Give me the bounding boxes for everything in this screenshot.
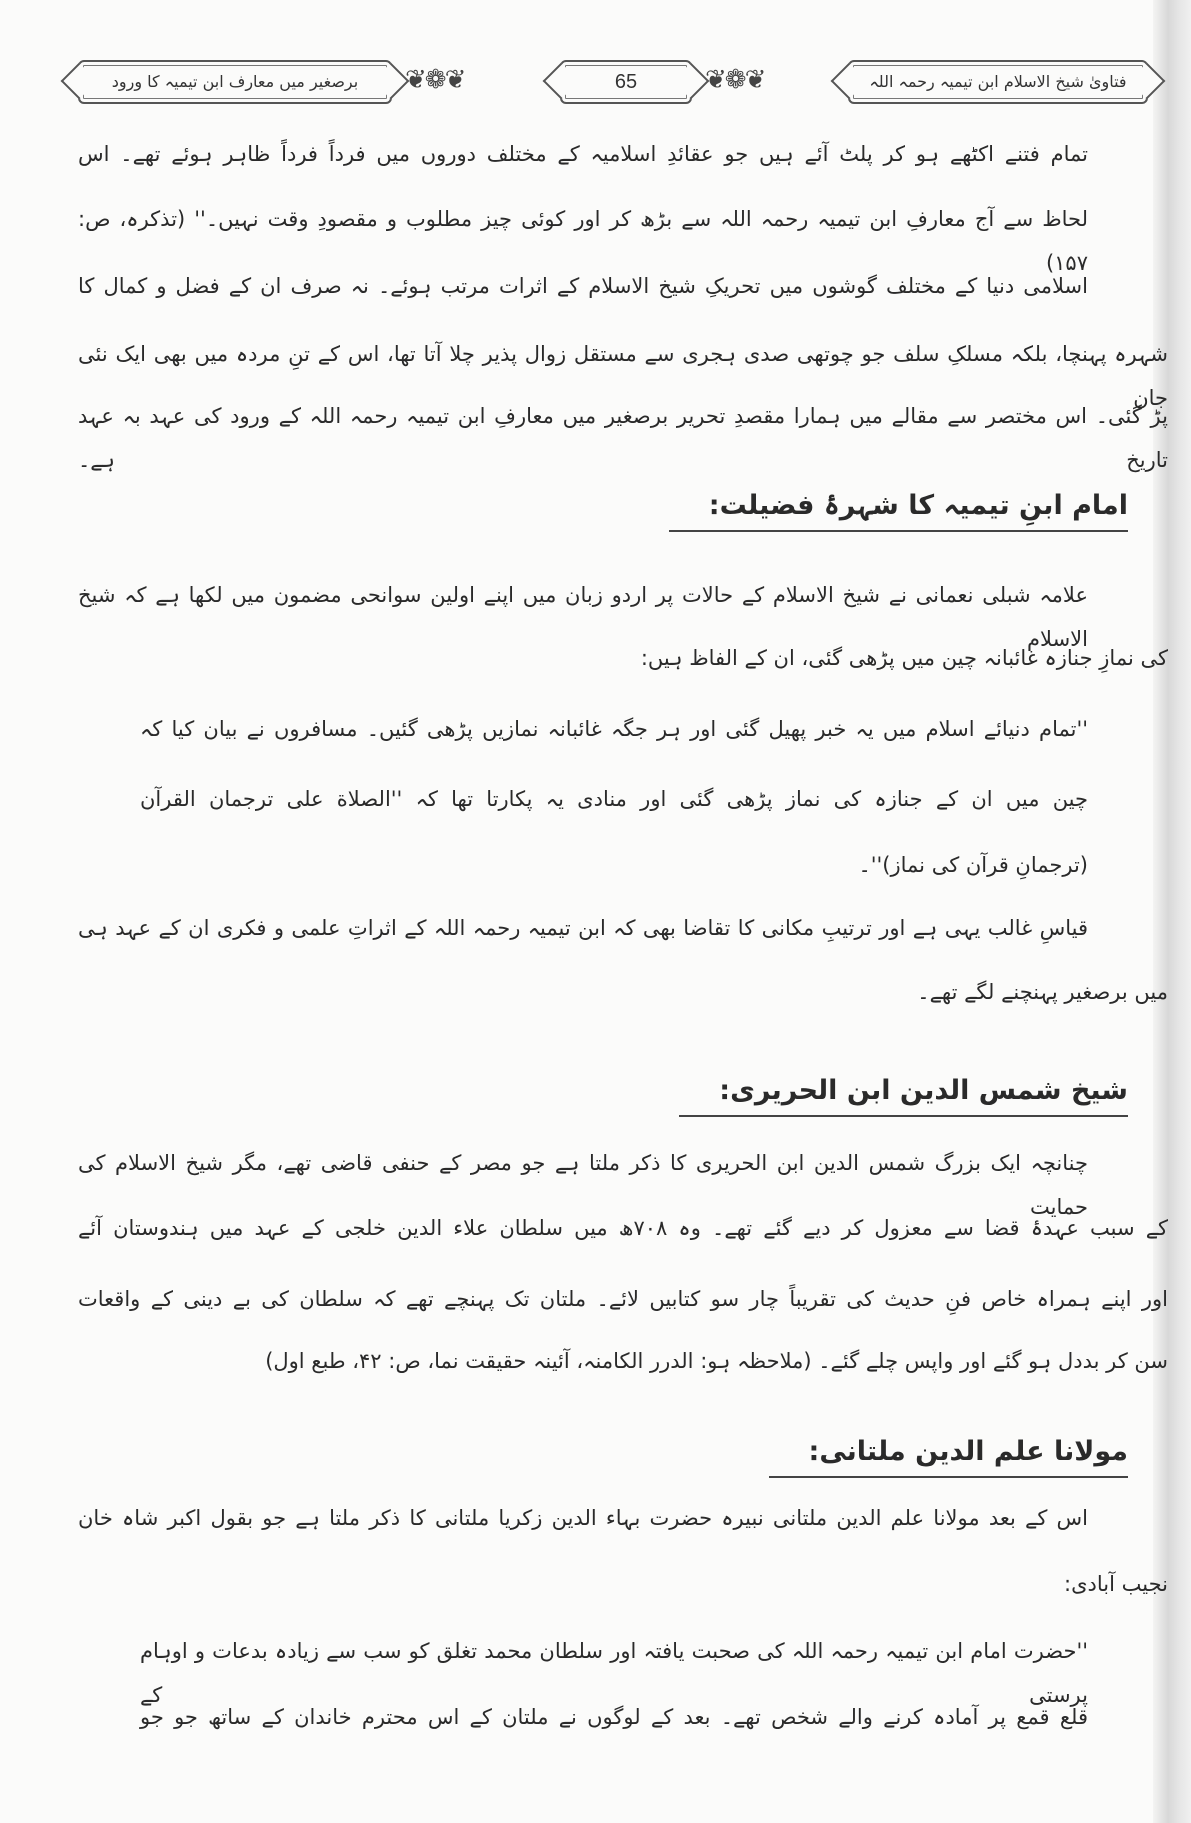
text-line: لحاظ سے آج معارفِ ابن تیمیہ رحمہ اللہ سے بڑھ کر اور کوئی چیز مطلوب و مقصودِ وقت نہیں۔'' (تذکرہ، ص: ۱۵۷) [78, 207, 1088, 275]
quote-line: ''حضرت امام ابن تیمیہ رحمہ اللہ کی صحبت یافتہ اور سلطان محمد تغلق کو سب سے زیادہ بدعات و اوہام پرستی کے [140, 1639, 1088, 1707]
section-heading: شیخ شمس الدین ابن الحریری: [679, 1069, 1128, 1117]
text-line: نجیب آبادی: [1064, 1572, 1168, 1596]
text-line: چنانچہ ایک بزرگ شمس الدین ابن الحریری کا ذکر ملتا ہے جو مصر کے حنفی قاضی تھے، مگر شیخ الاسلام کی حمایت [78, 1151, 1088, 1219]
text-line: سن کر بددل ہو گئے اور واپس چلے گئے۔ (ملاحظہ ہو: الدرر الکامنہ، آئینہ حقیقت نما، ص: ۴۲، طبع اول) [265, 1349, 1168, 1373]
text-line: اور اپنے ہمراہ خاص فنِ حدیث کی تقریباً چار سو کتابیں لائے۔ ملتان تک پہنچے تھے کہ سلطان کی بے دینی کے واقعات [78, 1287, 1168, 1311]
quote-line: قلع قمع پر آمادہ کرنے والے شخص تھے۔ بعد کے لوگوں نے ملتان کے اس محترم خاندان کے ساتھ جو جو [140, 1705, 1089, 1729]
section-heading: مولانا علم الدین ملتانی: [769, 1430, 1128, 1478]
chapter-title: برصغیر میں معارف ابن تیمیہ کا ورود [78, 60, 392, 104]
text-line: اسلامی دنیا کے مختلف گوشوں میں تحریکِ شیخ الاسلام کے اثرات مرتب ہوئے۔ نہ صرف ان کے فضل و کمال کا [78, 274, 1088, 298]
quote-line: چین میں ان کے جنازہ کی نماز پڑھی گئی اور منادی یہ پکارتا تھا کہ ''الصلاة علی ترجمان القرآن [140, 787, 1088, 811]
text-line: تمام فتنے اکٹھے ہو کر پلٹ آئے ہیں جو عقائدِ اسلامیہ کے مختلف دوروں میں فرداً فرداً ظاہر ہوئے تھے۔ اس [78, 142, 1088, 166]
text-line: میں برصغیر پہنچنے لگے تھے۔ [917, 980, 1168, 1004]
ornament-icon: ❦❁❦ [705, 65, 765, 95]
text-line: اس کے بعد مولانا علم الدین ملتانی نبیرہ حضرت بہاء الدین زکریا ملتانی کا ذکر ملتا ہے جو بقول اکبر شاہ خان [78, 1506, 1088, 1530]
text-line: علامہ شبلی نعمانی نے شیخ الاسلام کے حالات پر اردو زبان میں اپنے اولین سوانحی مضمون میں لکھا ہے کہ شیخ الاسلام [78, 583, 1088, 651]
quote-line: (ترجمانِ قرآن کی نماز)''۔ [858, 853, 1088, 877]
text-line: قیاسِ غالب یہی ہے اور ترتیبِ مکانی کا تقاضا بھی کہ ابن تیمیہ رحمہ اللہ کے اثراتِ علمی و فکری ان کے عہد ہی [78, 916, 1088, 940]
text-line: پڑ گئی۔ اس مختصر سے مقالے میں ہمارا مقصدِ تحریر برصغیر میں معارفِ ابن تیمیہ رحمہ اللہ کے ورود کی عہد بہ عہد تاریخ ہے۔ [78, 404, 1168, 472]
section-heading: امام ابنِ تیمیہ کا شہرۂ فضیلت: [669, 484, 1128, 532]
text-line: کی نمازِ جنازہ غائبانہ چین میں پڑھی گئی، ان کے الفاظ ہیں: [640, 646, 1168, 670]
text-line: شہرہ پہنچا، بلکہ مسلکِ سلف جو چوتھی صدی ہجری سے مستقل زوال پذیر چلا آتا تھا، اس کے تنِ مردہ میں بھی ایک نئی جان [78, 342, 1168, 410]
page-edge-shadow [1153, 0, 1191, 1823]
quote-line: ''تمام دنیائے اسلام میں یہ خبر پھیل گئی اور ہر جگہ غائبانہ نمازیں پڑھی گئیں۔ مسافروں نے بیان کیا کہ [140, 717, 1088, 741]
page-number: 65 [560, 60, 692, 104]
ornament-icon: ❦❁❦ [405, 65, 465, 95]
text-line: کے سبب عہدۂ قضا سے معزول کر دیے گئے تھے۔ وہ ۷۰۸ھ میں سلطان علاء الدین خلجی کے عہد میں ہندوستان آئے [78, 1216, 1168, 1240]
book-title: فتاویٰ شیخ الاسلام ابن تیمیہ رحمہ اللہ [848, 60, 1148, 104]
